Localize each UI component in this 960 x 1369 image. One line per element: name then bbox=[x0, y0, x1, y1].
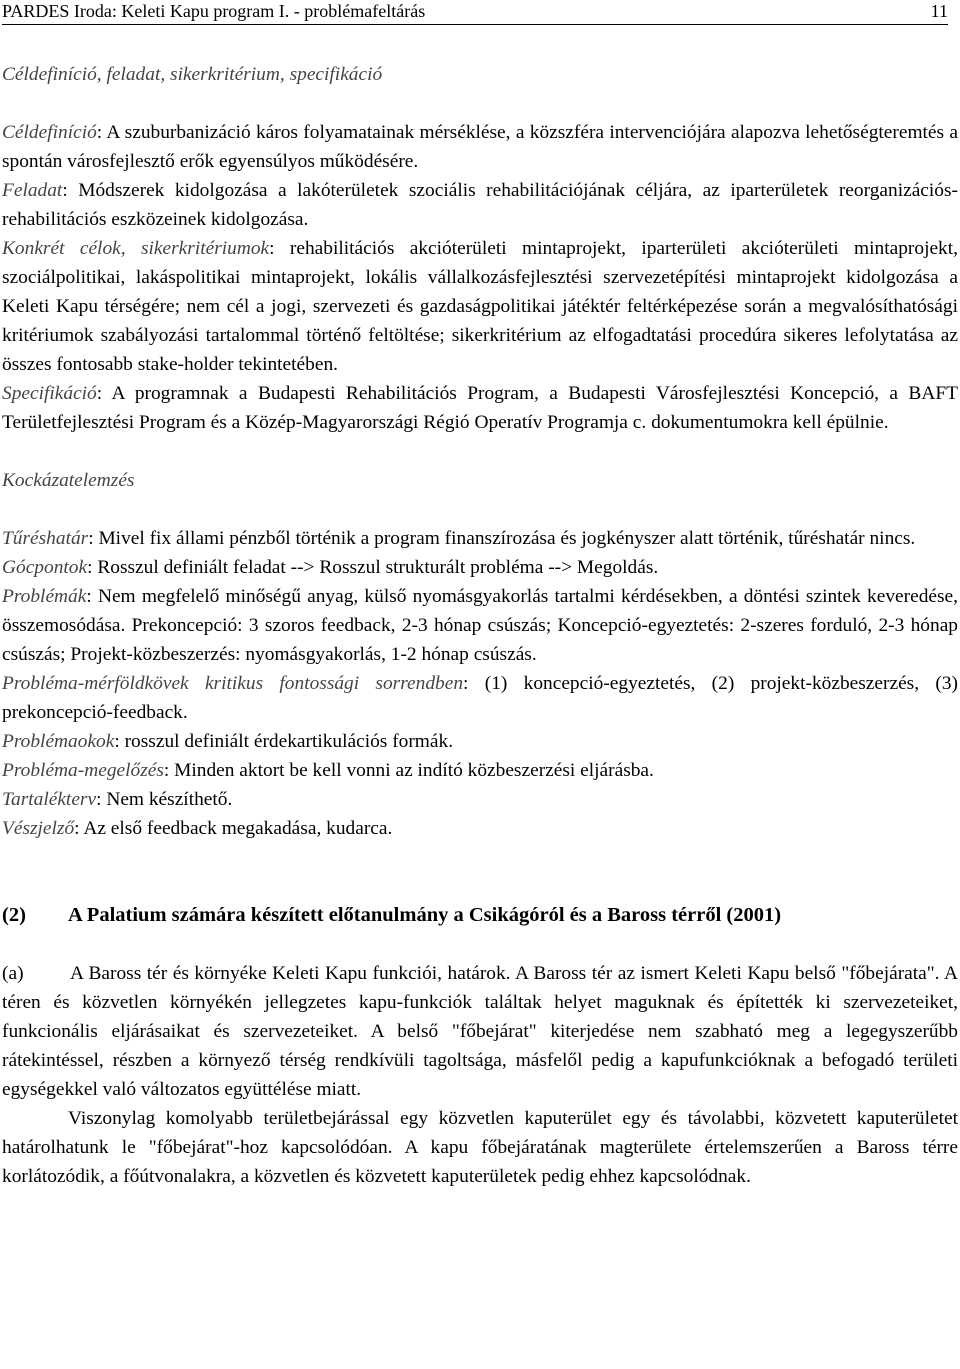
risk-text-milestones: : (1) koncepció-egyeztetés, (2) projekt-közbeszerzés, (3) prekoncepció-feedback. bbox=[2, 673, 958, 723]
paragraph-specification bbox=[2, 379, 958, 437]
risk-item-backup-plan bbox=[2, 785, 958, 814]
risk-text-prevention: : Minden aktort be kell vonni az indító közbeszerzési eljárásba. bbox=[163, 760, 654, 781]
text-goal-definition: : A szuburbanizáció káros folyamatainak mérséklése, a közszféra intervenciójára alapozva lehetőségteremtés a spontán városfejlesztő erők egyensúlyos működésére. bbox=[2, 122, 958, 172]
risk-text-tolerance: : Mivel fix állami pénzből történik a program finanszírozása és jogkényszer alatt történik, tűréshatár nincs. bbox=[88, 528, 916, 549]
paragraph-goals-criteria bbox=[2, 234, 958, 379]
risk-text-problems: : Nem megfelelő minőségű anyag, külső nyomásgyakorlás tartalmi kérdésekben, a döntési szintek keveredése, összemosódása. Prekoncepció: 3 szoros feedback, 2-3 hónap csúszás; Koncepció-egyeztetés: 2-szeres forduló, 2-3 hónap csúszás; Projekt-közbeszerzés: nyomásgyakorlás, 1-2 hónap csúszás. bbox=[2, 586, 958, 665]
text-goals-criteria: : rehabilitációs akcióterületi mintaprojekt, iparterületi akcióterületi mintaprojekt, szociálpolitikai, lakáspolitikai mintaprojekt, lokális vállalkozásfejlesztési szervezetépítési mintaprojekt kidolgozása a Keleti Kapu térségére; nem cél a jogi, szervezeti és gazdaságpolitikai játéktér feltérképezése során a megvalósíthatósági kritériumok szabályozási tartalommal történő feltöltése; sikerkritérium az elfogadtatási procedúra sikeres lefolytatása az összes fontosabb stake-holder tekintetében. bbox=[2, 238, 958, 375]
risk-item-milestones bbox=[2, 669, 958, 727]
risk-label-problems: Problémák bbox=[2, 586, 87, 607]
page-number: 11 bbox=[930, 1, 948, 21]
page-header bbox=[2, 0, 948, 25]
risk-label-hotspots: Gócpontok bbox=[2, 557, 88, 578]
section-2-heading bbox=[2, 901, 958, 930]
risk-title: Kockázatelemzés bbox=[2, 470, 135, 491]
risk-label-causes: Problémaokok bbox=[2, 731, 115, 752]
risk-text-hotspots: : Rosszul definiált feladat --> Rosszul strukturált probléma --> Megoldás. bbox=[87, 557, 659, 578]
label-goal-definition: Céldefiníció bbox=[2, 122, 97, 143]
risk-label-warning-sign: Vészjelző bbox=[2, 818, 75, 839]
subsection-a-label: (a) bbox=[2, 963, 24, 984]
risk-label-milestones: Probléma-mérföldkövek kritikus fontossági sorrendben bbox=[2, 673, 464, 694]
risk-item-problems bbox=[2, 582, 958, 669]
subsection-a bbox=[2, 959, 958, 1104]
text-specification: : A programnak a Budapesti Rehabilitációs Program, a Budapesti Városfejlesztési Koncepció, a BAFT Területfejlesztési Program és a Közép-Magyarországi Régió Operatív Programja c. dokumentumokra kell épülnie. bbox=[2, 383, 958, 433]
risk-item-prevention bbox=[2, 756, 958, 785]
risk-text-warning-sign: : Az első feedback megakadása, kudarca. bbox=[74, 818, 393, 839]
paragraph-task bbox=[2, 176, 958, 234]
header-title: PARDES Iroda: Keleti Kapu program I. - problémafeltárás bbox=[2, 1, 426, 21]
risk-item-causes bbox=[2, 727, 958, 756]
risk-item-tolerance bbox=[2, 524, 958, 553]
subsection-a-text: A Baross tér és környéke Keleti Kapu funkciói, határok. A Baross tér az ismert Keleti Kapu belső "főbejárata". A téren és közvetlen környékén jellegzetes kapu-funkciók találtak helyet maguknak és építették ki szervezeteiket, funkcionális eljárásaikat és szervezeteiket. A belső "főbejárat" kiterjedése nem szabható meg a legegyszerűbb rátekintéssel, részben a környező térség rendkívüli tagoltsága, másfelől pedig a kapufunkcióknak a befogadó területi egységekkel való változatos együttélése miatt. bbox=[2, 963, 958, 1100]
paragraph-goal-definition bbox=[2, 118, 958, 176]
final-paragraph: Viszonylag komolyabb területbejárással egy közvetlen kaputerület egy és távolabbi, közvetett kaputerületet határolhatunk le "főbejárat"-hoz kapcsolódóan. A kapu főbejáratának magterülete értelemszerűen a Baross térre korlátozódik, a főútvonalakra, a közvetlen és közvetett kaputerületek pedig ehhez kapcsolódnak. bbox=[2, 1108, 958, 1187]
label-task: Feladat bbox=[2, 180, 63, 201]
risk-text-backup-plan: : Nem készíthető. bbox=[96, 789, 233, 810]
page-content bbox=[2, 60, 958, 1191]
risk-item-warning-sign bbox=[2, 814, 958, 843]
risk-text-causes: : rosszul definiált érdekartikulációs formák. bbox=[114, 731, 454, 752]
section-2-number: (2) bbox=[2, 904, 26, 926]
risk-label-prevention: Probléma-megelőzés bbox=[2, 760, 164, 781]
section-title: Céldefiníció, feladat, sikerkritérium, specifikáció bbox=[2, 64, 383, 85]
label-specification: Specifikáció bbox=[2, 383, 97, 404]
label-goals-criteria: Konkrét célok, sikerkritériumok bbox=[2, 238, 270, 259]
risk-label-tolerance: Tűréshatár bbox=[2, 528, 89, 549]
risk-label-backup-plan: Tartalékterv bbox=[2, 789, 97, 810]
section-2-title: A Palatium számára készített előtanulmány a Csikágóról és a Baross térről (2001) bbox=[68, 904, 782, 926]
text-task: : Módszerek kidolgozása a lakóterületek szociális rehabilitációjának céljára, az iparterületek reorganizációs-rehabilitációs eszközeinek kidolgozása. bbox=[2, 180, 958, 230]
risk-item-hotspots bbox=[2, 553, 958, 582]
